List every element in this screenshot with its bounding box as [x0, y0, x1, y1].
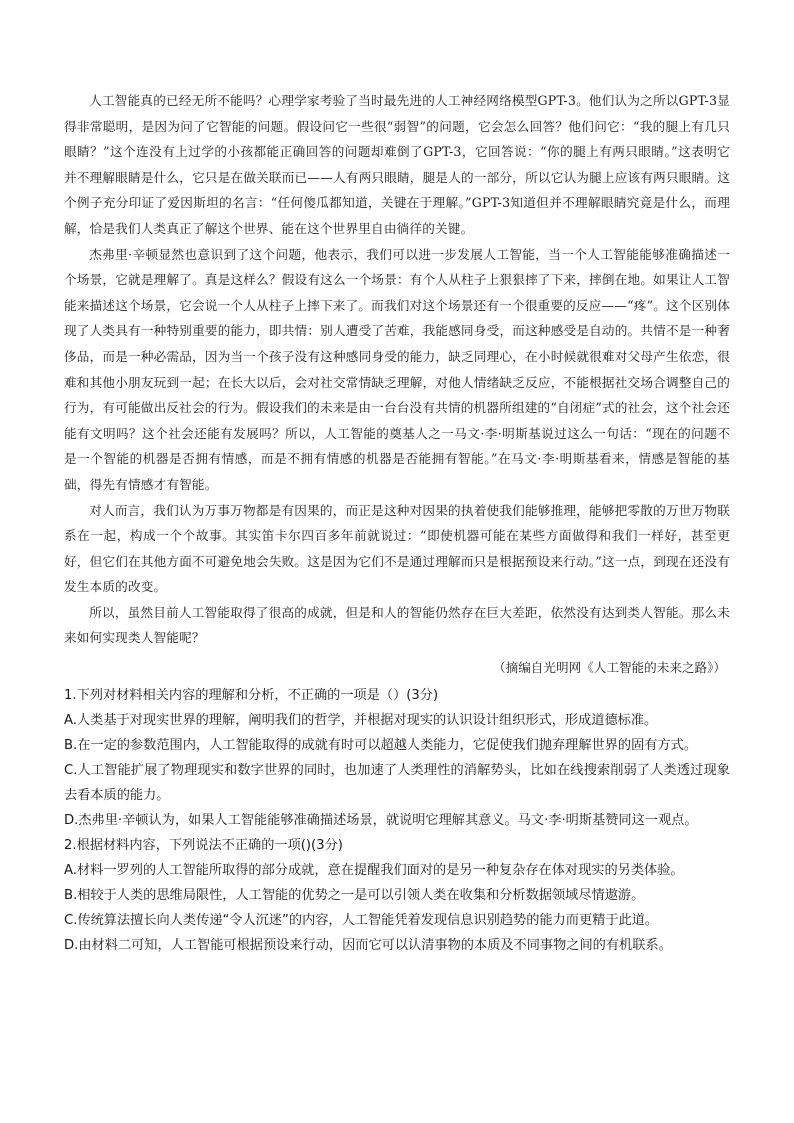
question-stem: 1.下列对材料相关内容的理解和分析，不正确的一项是（）(3分): [64, 687, 439, 703]
question-list: [64, 683, 730, 958]
passage-source: （摘编自光明网《人工智能的未来之路》）: [493, 660, 726, 676]
question-stem: 2.根据材料内容，下列说法不正确的一项()(3分): [64, 837, 343, 853]
option-a: A.人类基于对现实世界的理解，阐明我们的哲学，并根据对现实的认识设计组织形式，形成道德标准。: [64, 712, 658, 728]
passage-paragraph: 杰弗里·辛顿显然也意识到了这个问题，他表示，我们可以进一步发展人工智能，当一个人工智能能够准确描述一个场景，它就是理解了。真是这样么？假设有这么一个场景：有个人从柱子上狠狠摔了下来，摔倒在地。如果让人工智能来描述这个场景，它会说一个人从柱子上摔下来了。而我们对这个场景还有一个很重要的反应——“疼”。这个区别体现了人类具有一种特别重要的能力，即共情：别人遭受了苦难，我能感同身受，而这种感受是自动的。共情不是一种奢侈品，而是一种必需品，因为当一个孩子没有这种感同身受的能力，缺乏同理心，在小时候就很难对父母产生依恋，很难和其他小朋友玩到一起；在长大以后，会对社交常情缺乏理解，对他人情绪缺乏反应，不能根据社交场合调整自己的行为，有可能做出反社会的行为。假设我们的未来是由一台台没有共情的机器所组建的“自闭症”式的社会，这个社会还能有文明吗？这个社会还能有发展吗？所以，人工智能的奠基人之一马文·李·明斯基说过这么一句话：“现在的问题不是一个智能的机器是否拥有情感，而是不拥有情感的机器是否能拥有智能。”在马文·李·明斯基看来，情感是智能的基础，得先有情感才有智能。: [64, 246, 730, 492]
option-b: B.相较于人类的思维局限性，人工智能的优势之一是可以引领人类在收集和分析数据领域尽情遨游。: [64, 887, 645, 903]
question-2: [64, 833, 730, 958]
reading-passage: [64, 88, 730, 681]
passage-paragraph: 对人而言，我们认为万事万物都是有因果的，而正是这种对因果的执着使我们能够推理，能够把零散的万世万物联系在一起，构成一个个故事。其实笛卡尔四百多年前就说过：“即使机器可能在某些方面做得和我们一样好，甚至更好，但它们在其他方面不可避免地会失败。这是因为它们不是通过理解而只是根据预设来行动。”这一点，到现在还没有发生本质的改变。: [64, 502, 730, 595]
passage-paragraph: 人工智能真的已经无所不能吗？心理学家考验了当时最先进的人工神经网络模型GPT-3。他们认为之所以GPT-3显得非常聪明，是因为问了它智能的问题。假设问它一些很“弱智”的问题，它会怎么回答？他们问它：“我的腿上有几只眼睛？”这个连没有上过学的小孩都能正确回答的问题却难倒了GPT-3，它回答说：“你的腿上有两只眼睛。”这表明它并不理解眼睛是什么，它只是在做关联而已——人有两只眼睛，腿是人的一部分，所以它认为腿上应该有两只眼睛。这个例子充分印证了爱因斯坦的名言：“任何傻瓜都知道，关键在于理解。”GPT-3知道但并不理解眼睛究竟是什么，而理解，恰是我们人类真正了解这个世界、能在这个世界里自由徜徉的关键。: [64, 93, 730, 236]
option-a: A.材料一罗列的人工智能所取得的部分成就，意在提醒我们面对的是另一种复杂存在体对现实的另类体验。: [64, 862, 684, 878]
option-b: B.在一定的参数范围内，人工智能取得的成就有时可以超越人类能力，它促使我们抛弃理解世界的固有方式。: [64, 737, 698, 753]
option-c: C.传统算法擅长向人类传递“令人沉迷”的内容，人工智能凭着发现信息识别趋势的能力而更精于此道。: [64, 912, 659, 928]
option-d: D.由材料二可知，人工智能可根据预设来行动，因而它可以认清事物的本质及不同事物之间的有机联系。: [64, 937, 672, 953]
option-d: D.杰弗里·辛顿认为，如果人工智能能够准确描述场景，就说明它理解其意义。马文·李·明斯基赞同这一观点。: [64, 812, 698, 828]
passage-paragraph: 所以，虽然目前人工智能取得了很高的成就，但是和人的智能仍然存在巨大差距，依然没有达到类人智能。那么未来如何实现类人智能呢？: [64, 604, 730, 646]
option-c: C.人工智能扩展了物理现实和数字世界的同时，也加速了人类理性的消解势头，比如在线搜索削弱了人类透过现象去看本质的能力。: [64, 762, 730, 803]
question-1: [64, 683, 730, 833]
